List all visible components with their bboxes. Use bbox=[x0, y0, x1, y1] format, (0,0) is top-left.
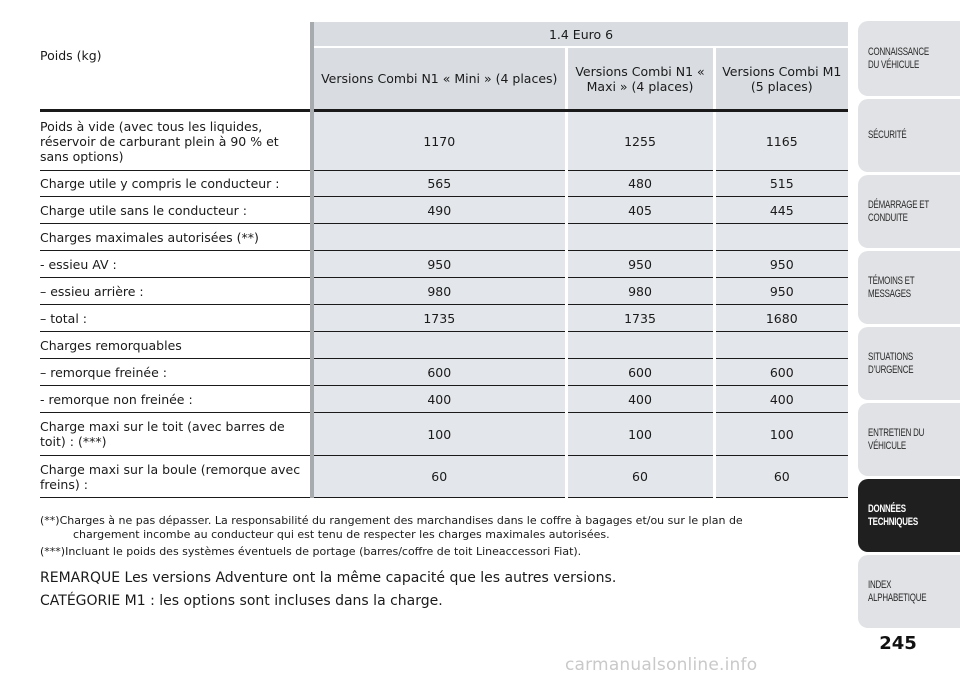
row-label: – essieu arrière : bbox=[40, 278, 312, 305]
row-label: – remorque freinée : bbox=[40, 359, 312, 386]
cell-value: 600 bbox=[714, 359, 848, 386]
nav-tab-connaissance[interactable]: CONNAISSANCE DU VÉHICULE bbox=[858, 21, 960, 96]
table-row bbox=[40, 386, 848, 413]
footnote-charges bbox=[40, 514, 820, 542]
table-row bbox=[40, 456, 848, 498]
cell-value: 600 bbox=[312, 359, 566, 386]
nav-tab-temoins[interactable]: TÉMOINS ET MESSAGES bbox=[858, 251, 960, 324]
cell-value bbox=[714, 332, 848, 359]
cell-value: 480 bbox=[566, 171, 714, 197]
cell-value: 400 bbox=[566, 386, 714, 413]
weight-unit-header: Poids (kg) bbox=[40, 47, 312, 111]
cell-value: 1735 bbox=[312, 305, 566, 332]
cell-value: 515 bbox=[714, 171, 848, 197]
table-row bbox=[40, 413, 848, 456]
table-row bbox=[40, 197, 848, 224]
footnote-text-line1: Charges à ne pas dépasser. La responsabilité du rangement des marchandises dans le coffre à bagages et/ou sur le plan de bbox=[59, 514, 743, 527]
row-label: – total : bbox=[40, 305, 312, 332]
weights-table bbox=[40, 22, 848, 498]
category-text: CATÉGORIE M1 : les options sont incluses dans la charge. bbox=[40, 593, 443, 609]
cell-value: 405 bbox=[566, 197, 714, 224]
nav-tab-securite[interactable]: SÉCURITÉ bbox=[858, 99, 960, 172]
cell-value: 490 bbox=[312, 197, 566, 224]
cell-value: 950 bbox=[714, 278, 848, 305]
row-label: Charge maxi sur la boule (remorque avec freins) : bbox=[40, 456, 312, 498]
table-row bbox=[40, 278, 848, 305]
cell-value bbox=[566, 332, 714, 359]
table-row bbox=[40, 224, 848, 251]
cell-value: 1170 bbox=[312, 111, 566, 171]
cell-value: 60 bbox=[714, 456, 848, 498]
cell-value bbox=[714, 224, 848, 251]
cell-value: 600 bbox=[566, 359, 714, 386]
header-blank bbox=[40, 22, 312, 47]
cell-value: 1255 bbox=[566, 111, 714, 171]
cell-value: 100 bbox=[714, 413, 848, 456]
row-label: Charges remorquables bbox=[40, 332, 312, 359]
column-header-maxi: Versions Combi N1 « Maxi » (4 places) bbox=[566, 47, 714, 111]
cell-value bbox=[566, 224, 714, 251]
row-label: - remorque non freinée : bbox=[40, 386, 312, 413]
cell-value: 100 bbox=[312, 413, 566, 456]
watermark: carmanualsonline.info bbox=[565, 655, 758, 675]
column-header-m1: Versions Combi M1 (5 places) bbox=[714, 47, 848, 111]
footnote-text-line2: chargement incombe au conducteur qui est tenu de respecter les charges maximales autorisées. bbox=[73, 528, 610, 541]
nav-tab-index[interactable]: INDEX ALPHABETIQUE bbox=[858, 555, 960, 628]
nav-tab-situations[interactable]: SITUATIONS D’URGENCE bbox=[858, 327, 960, 400]
footnote-portage: (***)Incluant le poids des systèmes éventuels de portage (barres/coffre de toit Lineaccessori Fiat). bbox=[40, 545, 582, 558]
table-row bbox=[40, 111, 848, 171]
footnote-marker: (**) bbox=[40, 514, 60, 527]
engine-header: 1.4 Euro 6 bbox=[312, 22, 848, 47]
row-label: Charge utile y compris le conducteur : bbox=[40, 171, 312, 197]
row-label: Charge maxi sur le toit (avec barres de toit) : (***) bbox=[40, 413, 312, 456]
cell-value: 980 bbox=[312, 278, 566, 305]
row-label: - essieu AV : bbox=[40, 251, 312, 278]
cell-value: 1165 bbox=[714, 111, 848, 171]
cell-value: 950 bbox=[312, 251, 566, 278]
cell-value: 1680 bbox=[714, 305, 848, 332]
cell-value: 950 bbox=[566, 251, 714, 278]
table-row bbox=[40, 359, 848, 386]
cell-value: 565 bbox=[312, 171, 566, 197]
cell-value: 400 bbox=[312, 386, 566, 413]
column-header-mini: Versions Combi N1 « Mini » (4 places) bbox=[312, 47, 566, 111]
cell-value: 60 bbox=[312, 456, 566, 498]
cell-value bbox=[312, 332, 566, 359]
table-row bbox=[40, 332, 848, 359]
table-row bbox=[40, 305, 848, 332]
nav-tab-demarrage[interactable]: DÉMARRAGE ET CONDUITE bbox=[858, 175, 960, 248]
row-label: Poids à vide (avec tous les liquides, réservoir de carburant plein à 90 % et sans options) bbox=[40, 118, 279, 164]
remark-text: REMARQUE Les versions Adventure ont la même capacité que les autres versions. bbox=[40, 570, 617, 586]
cell-value: 980 bbox=[566, 278, 714, 305]
nav-tab-donnees-techniques[interactable]: DONNÉES TECHNIQUES bbox=[858, 479, 960, 552]
cell-value: 100 bbox=[566, 413, 714, 456]
cell-value: 400 bbox=[714, 386, 848, 413]
table-row bbox=[40, 171, 848, 197]
cell-value: 1735 bbox=[566, 305, 714, 332]
cell-value: 60 bbox=[566, 456, 714, 498]
cell-value bbox=[312, 224, 566, 251]
row-label: Charges maximales autorisées (**) bbox=[40, 224, 312, 251]
cell-value: 950 bbox=[714, 251, 848, 278]
nav-tab-entretien[interactable]: ENTRETIEN DU VÉHICULE bbox=[858, 403, 960, 476]
page-number: 245 bbox=[879, 633, 917, 654]
row-label: Charge utile sans le conducteur : bbox=[40, 197, 312, 224]
table-row bbox=[40, 251, 848, 278]
cell-value: 445 bbox=[714, 197, 848, 224]
